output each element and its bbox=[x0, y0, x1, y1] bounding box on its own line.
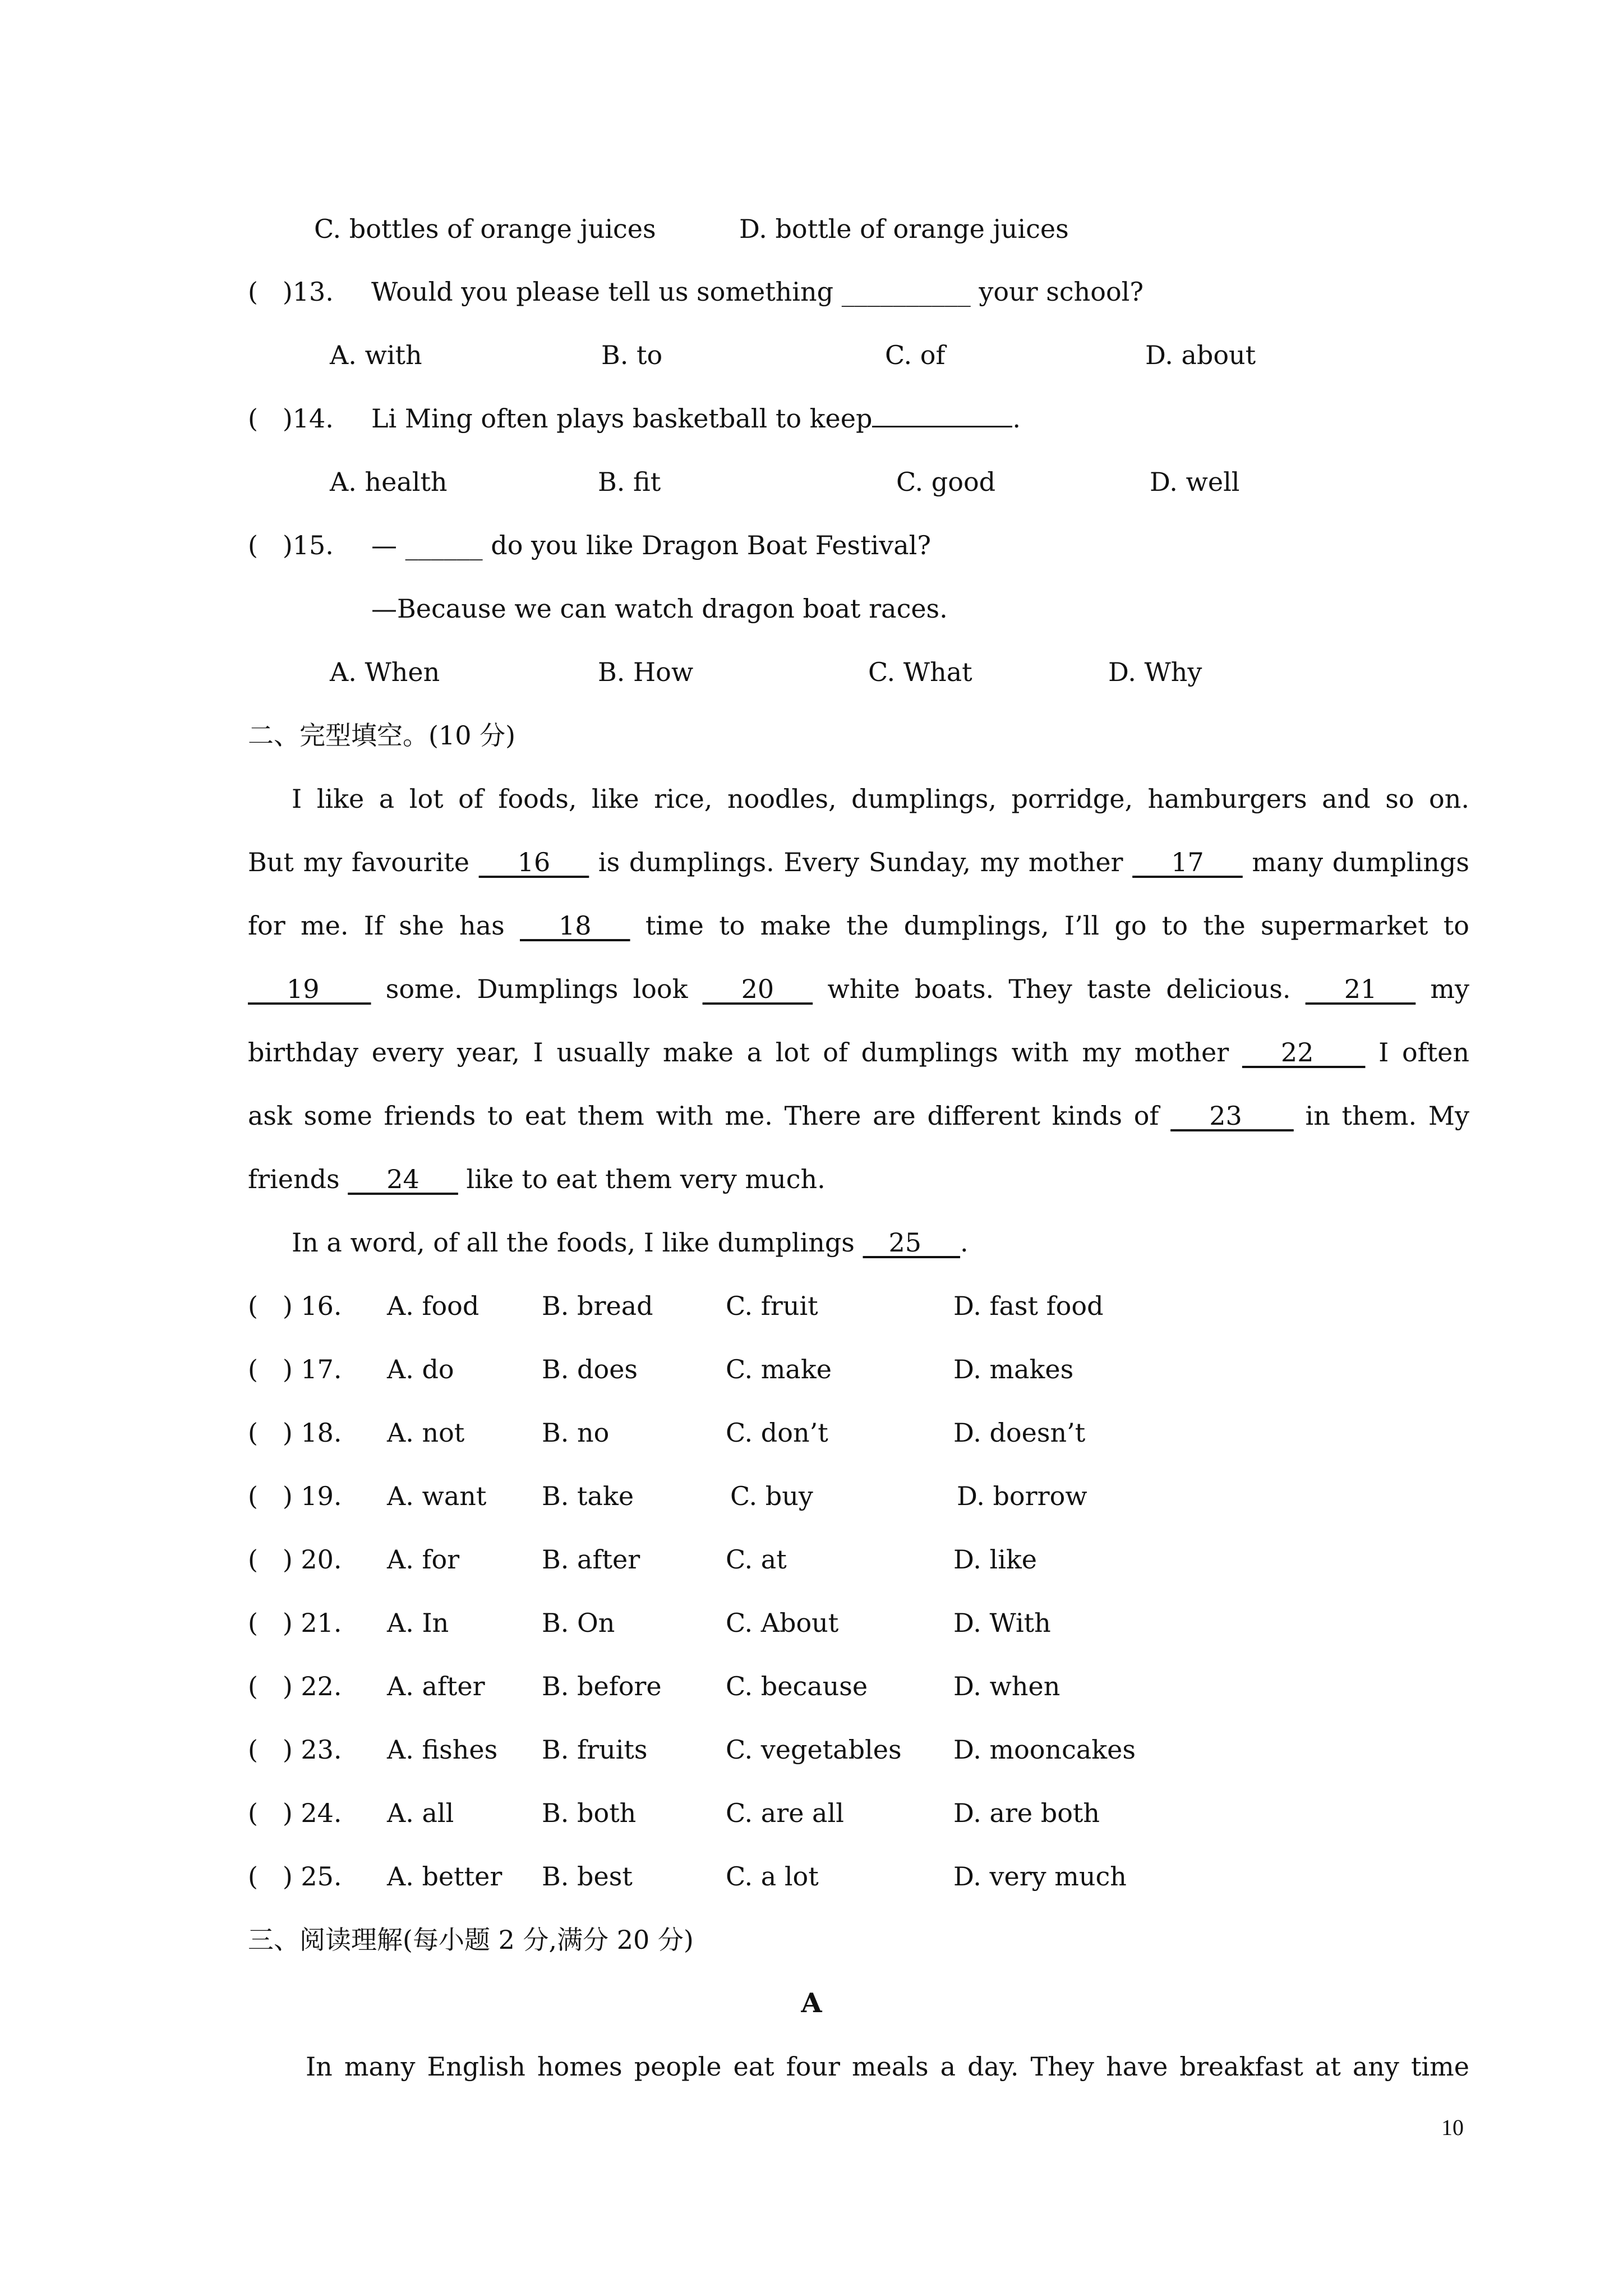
cloze-text: many dumplings bbox=[1242, 847, 1469, 877]
cq24-option-a: A. all bbox=[387, 1798, 454, 1828]
blank-18: ___18___ bbox=[520, 910, 630, 941]
cloze-text: I often bbox=[1365, 1037, 1469, 1068]
cq17-option-b: B. does bbox=[542, 1354, 638, 1384]
cloze-text: in them. My bbox=[1293, 1101, 1470, 1131]
cq16-number: ( ) 16. bbox=[248, 1291, 342, 1321]
q14-option-a: A. health bbox=[330, 467, 448, 497]
cq17-option-d: D. makes bbox=[953, 1354, 1074, 1384]
cq21-option-d: D. With bbox=[953, 1608, 1051, 1638]
cloze-text: friends bbox=[248, 1164, 348, 1194]
cq18-option-b: B. no bbox=[542, 1418, 610, 1448]
blank-24: ___24___ bbox=[348, 1164, 458, 1194]
cloze-text: birthday every year, I usually make a lot of dumplings with my mother bbox=[248, 1037, 1242, 1068]
cq22-option-c: C. because bbox=[726, 1671, 868, 1701]
cloze-text: my bbox=[1415, 974, 1470, 1004]
q14-option-c: C. good bbox=[896, 467, 996, 497]
cq24-option-b: B. both bbox=[542, 1798, 637, 1828]
cq22-option-d: D. when bbox=[953, 1671, 1061, 1701]
cloze-line-3 bbox=[248, 909, 1469, 942]
cloze-text: like to eat them very much. bbox=[458, 1164, 826, 1194]
cq20-option-a: A. for bbox=[387, 1544, 460, 1575]
cq20-number: ( ) 20. bbox=[248, 1544, 342, 1575]
cloze-text: ask some friends to eat them with me. There are different kinds of bbox=[248, 1101, 1171, 1131]
cq21-option-b: B. On bbox=[542, 1608, 615, 1638]
cloze-line-1: I like a lot of foods, like rice, noodles, dumplings, porridge, hamburgers and so on. bbox=[292, 784, 1469, 814]
cloze-line-6 bbox=[248, 1099, 1469, 1133]
passage-a-title: A bbox=[801, 1987, 822, 2019]
cq25-option-b: B. best bbox=[542, 1861, 633, 1892]
section-3-heading: 三、阅读理解(每小题 2 分,满分 20 分) bbox=[248, 1925, 694, 1955]
cq24-option-d: D. are both bbox=[953, 1798, 1100, 1828]
cq23-option-b: B. fruits bbox=[542, 1734, 648, 1765]
cq23-number: ( ) 23. bbox=[248, 1734, 342, 1765]
cloze-text: white boats. They taste delicious. bbox=[813, 974, 1306, 1004]
blank-20: ___20___ bbox=[702, 974, 813, 1004]
cq16-option-a: A. food bbox=[387, 1291, 479, 1321]
q14-answer-blank bbox=[872, 403, 1012, 427]
cq18-option-a: A. not bbox=[387, 1418, 465, 1448]
q14-number: ( )14. bbox=[248, 403, 334, 434]
cq19-number: ( ) 19. bbox=[248, 1481, 342, 1511]
cq22-option-b: B. before bbox=[542, 1671, 662, 1701]
cq20-option-c: C. at bbox=[726, 1544, 787, 1575]
cq23-option-d: D. mooncakes bbox=[953, 1734, 1136, 1765]
q13-option-b: B. to bbox=[601, 340, 663, 370]
cq18-option-d: D. doesn’t bbox=[953, 1418, 1086, 1448]
cloze-line-7 bbox=[248, 1162, 826, 1196]
cq22-option-a: A. after bbox=[387, 1671, 485, 1701]
section-2-heading: 二、完型填空。(10 分) bbox=[248, 720, 516, 751]
cq25-number: ( ) 25. bbox=[248, 1861, 342, 1892]
cq24-number: ( ) 24. bbox=[248, 1798, 342, 1828]
cq19-option-a: A. want bbox=[387, 1481, 487, 1511]
cloze-text: for me. If she has bbox=[248, 910, 520, 941]
blank-17: ___17___ bbox=[1132, 847, 1243, 877]
q15-option-a: A. When bbox=[330, 657, 440, 687]
cq16-option-b: B. bread bbox=[542, 1291, 653, 1321]
blank-25: __25___ bbox=[863, 1227, 961, 1258]
cq18-number: ( ) 18. bbox=[248, 1418, 342, 1448]
cq23-option-a: A. fishes bbox=[387, 1734, 498, 1765]
q15-option-b: B. How bbox=[598, 657, 694, 687]
q15-option-c: C. What bbox=[868, 657, 972, 687]
q15-number: ( )15. bbox=[248, 530, 334, 560]
cq19-option-c: C. buy bbox=[730, 1481, 813, 1511]
cloze-line-8 bbox=[292, 1226, 969, 1259]
cq18-option-c: C. don’t bbox=[726, 1418, 828, 1448]
blank-22: ___22____ bbox=[1242, 1037, 1366, 1068]
cloze-text: is dumplings. Every Sunday, my mother bbox=[589, 847, 1133, 877]
q14-option-d: D. well bbox=[1150, 467, 1240, 497]
cq23-option-c: C. vegetables bbox=[726, 1734, 902, 1765]
cq17-option-c: C. make bbox=[726, 1354, 832, 1384]
cq21-number: ( ) 21. bbox=[248, 1608, 342, 1638]
q15-stem: — ______ do you like Dragon Boat Festival? bbox=[371, 530, 932, 560]
cloze-text: some. Dumplings look bbox=[371, 974, 703, 1004]
cloze-text: time to make the dumplings, I’ll go to the supermarket to bbox=[630, 910, 1469, 941]
q13-number: ( )13. bbox=[248, 277, 334, 307]
cloze-text: . bbox=[960, 1227, 969, 1258]
blank-16: ___16___ bbox=[478, 847, 589, 877]
cloze-text: In a word, of all the foods, I like dumplings bbox=[292, 1227, 863, 1258]
blank-23: ___23____ bbox=[1170, 1101, 1294, 1131]
q14-stem-text: Li Ming often plays basketball to keep bbox=[371, 403, 873, 434]
cq19-option-b: B. take bbox=[542, 1481, 634, 1511]
q15-option-d: D. Why bbox=[1108, 657, 1202, 687]
q14-stem bbox=[371, 402, 1021, 435]
q15-reply: —Because we can watch dragon boat races. bbox=[371, 593, 948, 624]
q13-stem: Would you please tell us something __________ your school? bbox=[371, 277, 1144, 307]
cq21-option-a: A. In bbox=[387, 1608, 449, 1638]
cq17-number: ( ) 17. bbox=[248, 1354, 342, 1384]
cloze-line-2 bbox=[248, 845, 1469, 879]
cq21-option-c: C. About bbox=[726, 1608, 839, 1638]
page-number: 10 bbox=[1441, 2115, 1464, 2140]
cloze-line-4 bbox=[248, 972, 1469, 1006]
cloze-line-5 bbox=[248, 1036, 1469, 1069]
q13-option-d: D. about bbox=[1145, 340, 1256, 370]
blank-21: ___21___ bbox=[1305, 974, 1416, 1004]
cq25-option-c: C. a lot bbox=[726, 1861, 819, 1892]
q14-stem-end: . bbox=[1012, 403, 1021, 434]
cq19-option-d: D. borrow bbox=[957, 1481, 1087, 1511]
cq24-option-c: C. are all bbox=[726, 1798, 844, 1828]
q13-option-c: C. of bbox=[885, 340, 946, 370]
q12-option-d: D. bottle of orange juices bbox=[739, 214, 1069, 244]
cq16-option-c: C. fruit bbox=[726, 1291, 818, 1321]
blank-19: ___19____ bbox=[248, 974, 371, 1004]
cq16-option-d: D. fast food bbox=[953, 1291, 1104, 1321]
cq17-option-a: A. do bbox=[387, 1354, 454, 1384]
cq20-option-d: D. like bbox=[953, 1544, 1038, 1575]
q13-option-a: A. with bbox=[330, 340, 422, 370]
cq25-option-d: D. very much bbox=[953, 1861, 1127, 1892]
cq25-option-a: A. better bbox=[387, 1861, 502, 1892]
q12-option-c: C. bottles of orange juices bbox=[314, 214, 656, 244]
passage-a-line-1: In many English homes people eat four meals a day. They have breakfast at any time bbox=[306, 2051, 1469, 2082]
cq20-option-b: B. after bbox=[542, 1544, 640, 1575]
q14-option-b: B. fit bbox=[598, 467, 661, 497]
cloze-text: But my favourite bbox=[248, 847, 479, 877]
cq22-number: ( ) 22. bbox=[248, 1671, 342, 1701]
